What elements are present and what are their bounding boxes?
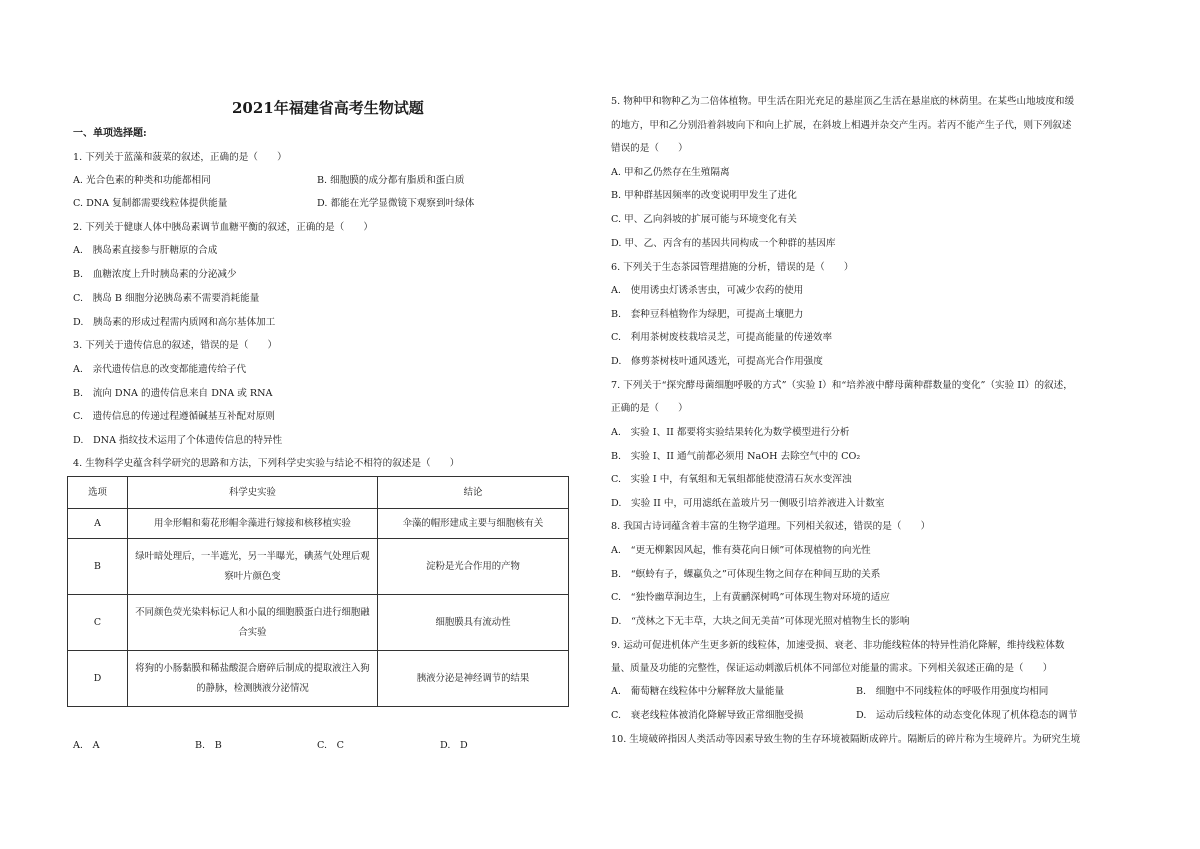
question-line-q5b: 的地方，甲和乙分别沿着斜坡向下和向上扩展，在斜坡上相遇并杂交产生丙。若丙不能产生子代，则下列叙述 xyxy=(611,120,1072,131)
question-line-q2b: B. 血糖浓度上升时胰岛素的分泌减少 xyxy=(73,269,237,280)
question-line-q2d: D. 胰岛素的形成过程需内质网和高尔基体加工 xyxy=(73,317,276,328)
question-line-q9b: 量、质量及功能的完整性，保证运动刺激后机体不同部位对能量的需求。下列相关叙述正确的是（ ） xyxy=(611,663,1053,674)
question-line-q1c: C. DNA 复制都需要线粒体提供能量 xyxy=(73,198,228,209)
question-line-q6a: A. 使用诱虫灯诱杀害虫，可减少农药的使用 xyxy=(611,285,804,296)
table-row xyxy=(68,595,569,651)
question-line-q6d: D. 修剪茶树枝叶通风透光，可提高光合作用强度 xyxy=(611,356,823,367)
q9-option-d: D. 运动后线粒体的动态变化体现了机体稳态的调节 xyxy=(856,710,1078,721)
q9-option-a: A. 葡萄糖在线粒体中分解释放大量能量 xyxy=(611,686,785,697)
question-line-q4: 4. 生物科学史蕴含科学研究的思路和方法，下列科学史实验与结论不相符的叙述是（ ） xyxy=(73,458,460,469)
table-cell: 胰液分泌是神经调节的结果 xyxy=(378,651,569,707)
q1-option-d: D. 都能在光学显微镜下观察到叶绿体 xyxy=(317,198,475,209)
question-line-q9: 9. 运动可促进机体产生更多新的线粒体，加速受损、衰老、非功能线粒体的特异性消化降解，维持线粒体数 xyxy=(611,640,1065,651)
table-cell: 伞藻的帽形建成主要与细胞核有关 xyxy=(378,509,569,539)
question-line-q2a: A. 胰岛素直接参与肝糖原的合成 xyxy=(73,245,218,256)
table-cell: B xyxy=(68,539,128,595)
table-header-option: 选项 xyxy=(68,477,128,509)
question-line-q3: 3. 下列关于遗传信息的叙述，错误的是（ ） xyxy=(73,340,278,351)
section-heading: 一、单项选择题: xyxy=(73,128,147,139)
table-row xyxy=(68,509,569,539)
question-line-q5a: A. 甲和乙仍然存在生殖隔离 xyxy=(611,167,730,178)
question-line-q3b: B. 流向 DNA 的遗传信息来自 DNA 或 RNA xyxy=(73,388,273,399)
table-cell: 不同颜色荧光染料标记人和小鼠的细胞膜蛋白进行细胞融合实验 xyxy=(128,595,378,651)
question-line-q10: 10. 生境破碎指因人类活动等因素导致生物的生存环境被隔断成碎片。隔断后的碎片称为生境碎片。为研究生境 xyxy=(611,734,1081,745)
question-line-q7: 7. 下列关于“探究酵母菌细胞呼吸的方式”（实验 I）和“培养液中酵母菌种群数量的变化”（实验 II）的叙述， xyxy=(611,380,1073,391)
question-line-q3a: A. 亲代遗传信息的改变都能遗传给子代 xyxy=(73,364,247,375)
question-line-q6c: C. 利用茶树废枝栽培灵芝，可提高能量的传递效率 xyxy=(611,332,833,343)
q4-option-c: C. C xyxy=(317,740,344,751)
question-line-q6b: B. 套种豆科植物作为绿肥，可提高土壤肥力 xyxy=(611,309,804,320)
q1-option-b: B. 细胞膜的成分都有脂质和蛋白质 xyxy=(317,175,465,186)
question-line-q5bb: B. 甲种群基因频率的改变说明甲发生了进化 xyxy=(611,190,797,201)
q9-option-c: C. 衰老线粒体被消化降解导致正常细胞受损 xyxy=(611,710,804,721)
table-cell: D xyxy=(68,651,128,707)
question-line-q2c: C. 胰岛 B 细胞分泌胰岛素不需要消耗能量 xyxy=(73,293,260,304)
question-line-q3d: D. DNA 指纹技术运用了个体遗传信息的特异性 xyxy=(73,435,283,446)
q9-option-b: B. 细胞中不同线粒体的呼吸作用强度均相同 xyxy=(856,686,1049,697)
question-line-q3c: C. 遗传信息的传递过程遵循碱基互补配对原则 xyxy=(73,411,275,422)
table-cell: A xyxy=(68,509,128,539)
q4-option-a: A. A xyxy=(73,740,100,751)
question-line-q8c: C. “独怜幽草涧边生，上有黄鹂深树鸣”可体现生物对环境的适应 xyxy=(611,592,890,603)
table-cell: 淀粉是光合作用的产物 xyxy=(378,539,569,595)
question-line-q8d: D. “茂林之下无丰草，大块之间无美苗”可体现光照对植物生长的影响 xyxy=(611,616,910,627)
question-line-q5d: D. 甲、乙、丙含有的基因共同构成一个种群的基因库 xyxy=(611,238,836,249)
q4-option-d: D. D xyxy=(440,740,468,751)
question-line-q5c: 错误的是（ ） xyxy=(611,143,688,154)
question-line-q7bb: B. 实验 I、II 通气前都必须用 NaOH 去除空气中的 CO₂ xyxy=(611,451,861,462)
question-line-q7b: 正确的是（ ） xyxy=(611,403,688,414)
question-line-q8b: B. “螟蛉有子，蜾蠃负之”可体现生物之间存在种间互助的关系 xyxy=(611,569,881,580)
question-line-q5cc: C. 甲、乙向斜坡的扩展可能与环境变化有关 xyxy=(611,214,797,225)
question-line-q2: 2. 下列关于健康人体中胰岛素调节血糖平衡的叙述，正确的是（ ） xyxy=(73,222,374,233)
question-line-q1: 1. 下列关于蓝藻和菠菜的叙述，正确的是（ ） xyxy=(73,152,287,163)
question-line-q7a: A. 实验 I、II 都要将实验结果转化为数学模型进行分析 xyxy=(611,427,850,438)
question-line-q6: 6. 下列关于生态茶园管理措施的分析，错误的是（ ） xyxy=(611,262,854,273)
table-cell: 细胞膜具有流动性 xyxy=(378,595,569,651)
question-line-q8a: A. “更无柳絮因风起，惟有葵花向日倾”可体现植物的向光性 xyxy=(611,545,871,556)
table-header-conclusion: 结论 xyxy=(378,477,569,509)
question-line-q7c: C. 实验 I 中，有氧组和无氧组都能使澄清石灰水变浑浊 xyxy=(611,474,852,485)
table-row xyxy=(68,539,569,595)
experiment-table xyxy=(67,476,569,707)
table-cell: 将狗的小肠黏膜和稀盐酸混合磨碎后制成的提取液注入狗的静脉，检测胰液分泌情况 xyxy=(128,651,378,707)
table-cell: 绿叶暗处理后，一半遮光，另一半曝光，碘蒸气处理后观察叶片颜色变 xyxy=(128,539,378,595)
table-header-experiment: 科学史实验 xyxy=(128,477,378,509)
table-cell: C xyxy=(68,595,128,651)
table-row xyxy=(68,651,569,707)
table-cell: 用伞形帽和菊花形帽伞藻进行嫁接和核移植实验 xyxy=(128,509,378,539)
page-title: 2021年福建省高考生物试题 xyxy=(232,99,424,117)
question-line-q7d: D. 实验 II 中，可用滤纸在盖玻片另一侧吸引培养液进入计数室 xyxy=(611,498,885,509)
question-line-q5: 5. 物种甲和物种乙为二倍体植物。甲生活在阳光充足的悬崖顶乙生活在悬崖底的林荫里。在某些山地坡度和缓 xyxy=(611,96,1075,107)
q4-option-b: B. B xyxy=(195,740,222,751)
question-line-q8: 8. 我国古诗词蕴含着丰富的生物学道理。下列相关叙述，错误的是（ ） xyxy=(611,521,931,532)
question-line-q1a: A. 光合色素的种类和功能都相同 xyxy=(73,175,211,186)
